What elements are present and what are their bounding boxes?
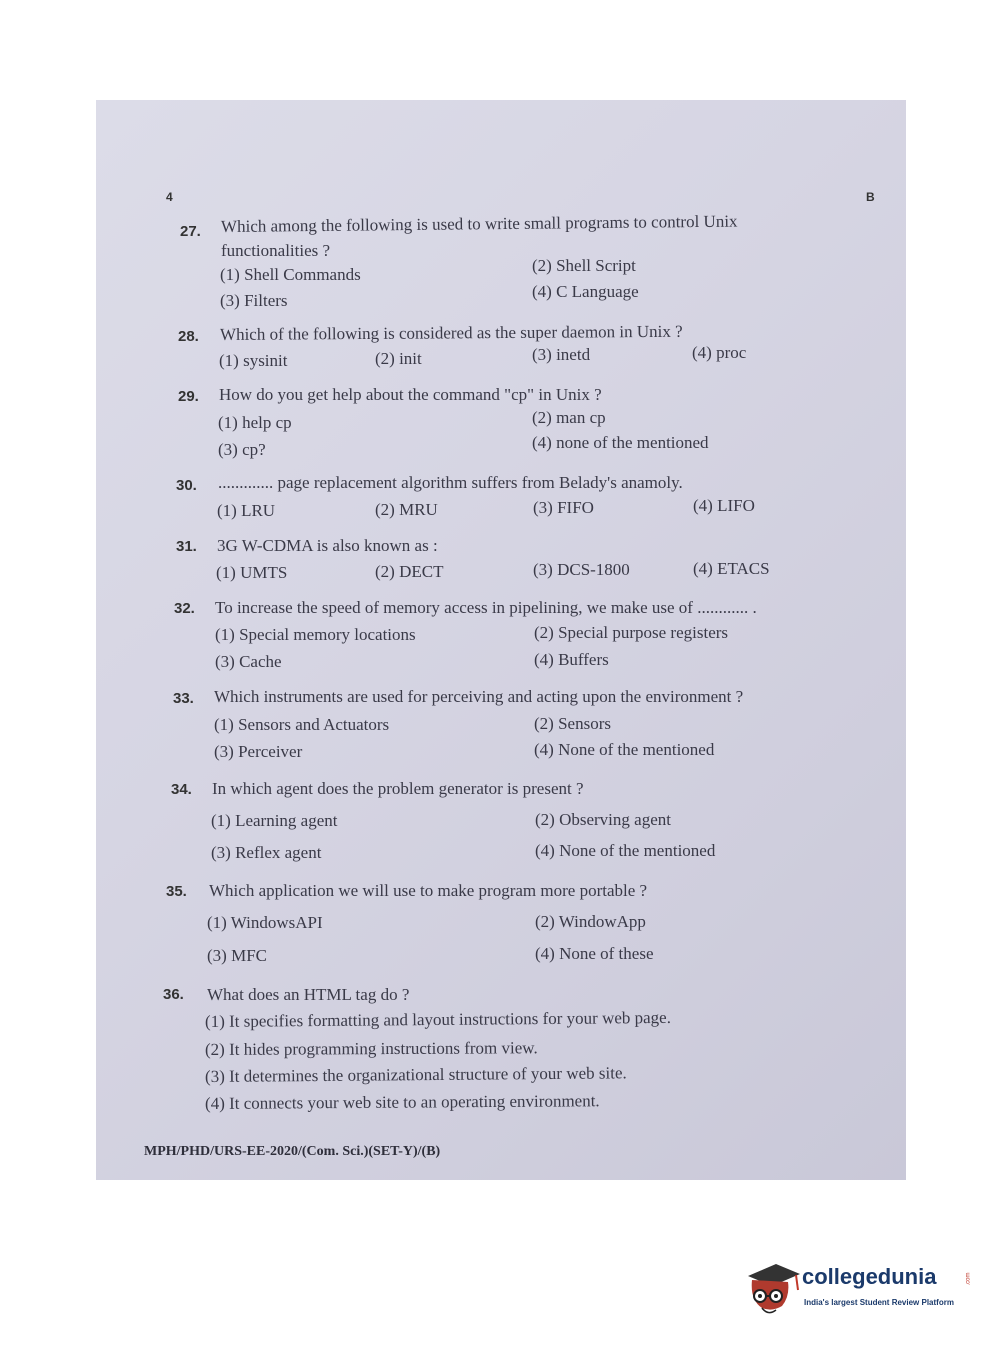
question-text: How do you get help about the command "cp" in Unix ? xyxy=(219,385,602,404)
option-1: (1) It specifies formatting and layout instructions for your web page. xyxy=(204,1007,672,1031)
option-1: (1) Sensors and Actuators xyxy=(214,715,390,734)
option-2: (2) Shell Script xyxy=(532,256,636,275)
option-4: (4) proc xyxy=(692,343,747,362)
exam-code-footer: MPH/PHD/URS-EE-2020/(Com. Sci.)(SET-Y)/(B) xyxy=(144,1144,441,1159)
question-number: 36. xyxy=(163,986,184,1003)
option-3: (3) inetd xyxy=(532,345,591,364)
page-number: 4 xyxy=(166,190,173,204)
question-text: In which agent does the problem generator is present ? xyxy=(212,779,584,798)
question-number: 35. xyxy=(166,883,187,900)
option-1: (1) Learning agent xyxy=(211,811,338,830)
student-mascot-icon xyxy=(742,1256,802,1326)
option-3: (3) MFC xyxy=(207,946,267,965)
option-4: (4) LIFO xyxy=(693,496,755,515)
collegedunia-logo xyxy=(742,1256,972,1326)
question-number: 28. xyxy=(178,328,199,345)
option-3: (3) Reflex agent xyxy=(211,843,322,862)
option-4: (4) None of the mentioned xyxy=(534,740,715,759)
set-label: B xyxy=(866,190,875,204)
option-4: (4) None of the mentioned xyxy=(535,841,716,860)
option-1: (1) Special memory locations xyxy=(215,625,416,644)
logo-wordmark: collegedunia xyxy=(802,1264,937,1289)
option-1: (1) Shell Commands xyxy=(220,265,361,284)
question-number: 33. xyxy=(173,690,194,707)
option-1: (1) UMTS xyxy=(216,563,288,582)
option-4: (4) It connects your web site to an operating environment. xyxy=(204,1091,600,1113)
option-3: (3) DCS-1800 xyxy=(533,560,630,579)
question-number: 34. xyxy=(171,781,192,798)
question-text: Which among the following is used to write small programs to control Unix xyxy=(220,211,738,236)
option-2: (2) WindowApp xyxy=(535,912,646,931)
question-number: 32. xyxy=(174,600,195,617)
option-2: (2) Special purpose registers xyxy=(534,623,729,642)
option-4: (4) Buffers xyxy=(534,650,609,669)
question-text: ............. page replacement algorithm suffers from Belady's anamoly. xyxy=(218,473,683,492)
option-3: (3) Cache xyxy=(215,652,282,671)
question-text: Which application we will use to make program more portable ? xyxy=(209,881,648,900)
option-1: (1) WindowsAPI xyxy=(207,913,323,932)
question-text: What does an HTML tag do ? xyxy=(207,985,410,1004)
option-2: (2) man cp xyxy=(532,408,606,427)
question-text: Which of the following is considered as the super daemon in Unix ? xyxy=(219,321,683,344)
question-text: To increase the speed of memory access in pipelining, we make use of ............ . xyxy=(215,598,757,617)
question-text: Which instruments are used for perceiving and acting upon the environment ? xyxy=(214,687,744,706)
option-1: (1) LRU xyxy=(217,501,276,520)
option-3: (3) cp? xyxy=(218,440,266,459)
option-3: (3) FIFO xyxy=(533,498,594,517)
option-2: (2) Sensors xyxy=(534,714,611,733)
option-4: (4) none of the mentioned xyxy=(532,433,709,452)
option-1: (1) help cp xyxy=(218,413,292,432)
question-number: 27. xyxy=(180,223,201,240)
option-2: (2) DECT xyxy=(375,562,444,581)
option-2: (2) Observing agent xyxy=(535,810,671,829)
question-text-continued: functionalities ? xyxy=(221,241,331,260)
question-number: 31. xyxy=(176,538,197,555)
question-text: 3G W-CDMA is also known as : xyxy=(217,536,438,555)
question-number: 30. xyxy=(176,477,197,494)
option-3: (3) Filters xyxy=(220,291,288,310)
option-4: (4) ETACS xyxy=(693,559,770,578)
question-number: 29. xyxy=(178,388,199,405)
option-4: (4) None of these xyxy=(535,944,654,963)
option-2: (2) It hides programming instructions from view. xyxy=(204,1038,538,1059)
logo-tagline: India's largest Student Review Platform xyxy=(804,1298,954,1307)
option-1: (1) sysinit xyxy=(219,351,288,370)
option-3: (3) It determines the organizational structure of your web site. xyxy=(204,1063,627,1086)
option-2: (2) MRU xyxy=(375,500,438,519)
option-3: (3) Perceiver xyxy=(214,742,303,761)
exam-page-photo xyxy=(96,100,906,1180)
option-2: (2) init xyxy=(375,349,422,368)
option-4: (4) C Language xyxy=(532,282,639,301)
logo-suffix: .com xyxy=(965,1272,972,1286)
